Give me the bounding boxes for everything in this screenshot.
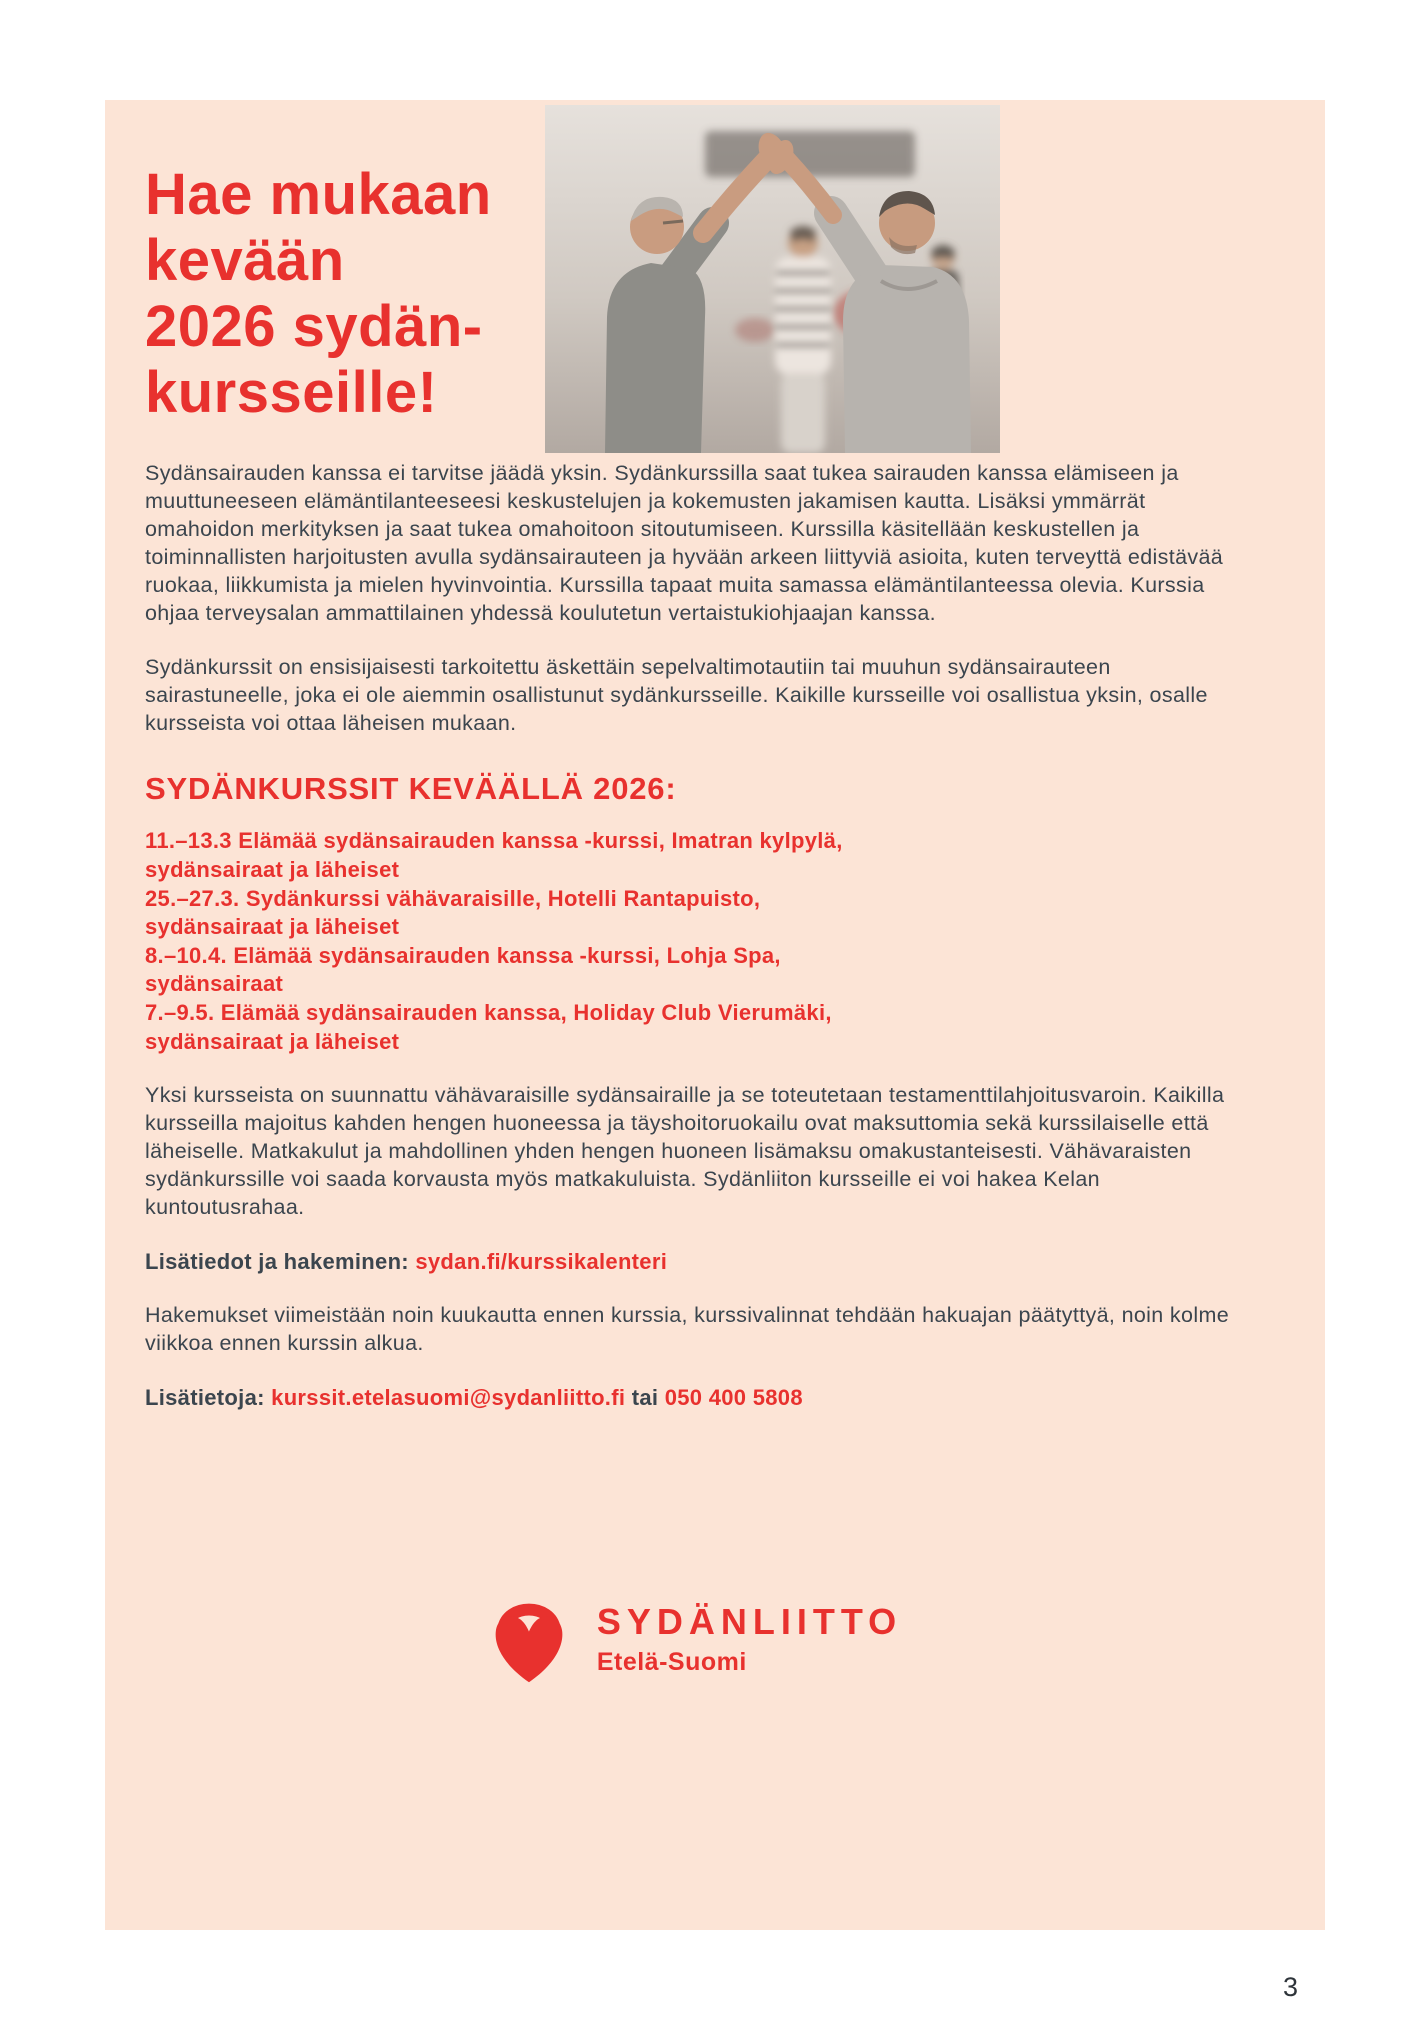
contact-email-link[interactable]: kurssit.etelasuomi@sydanliitto.fi: [271, 1385, 626, 1411]
course-title: 25.–27.3. Sydänkurssi vähävaraisille, Hotelli Rantapuisto,: [145, 885, 761, 911]
course-calendar-link[interactable]: sydan.fi/kurssikalenteri: [415, 1248, 668, 1274]
page-title-line: 2026 sydän-: [145, 294, 483, 359]
logo-text: [597, 1601, 902, 1677]
organization-logo: [145, 1588, 1240, 1690]
info-label: Lisätiedot ja hakeminen:: [145, 1248, 409, 1274]
page-title-line: kevään: [145, 228, 345, 293]
contact-label: Lisätietoja:: [145, 1385, 265, 1411]
intro-paragraph-2: Sydänkurssit on ensisijaisesti tarkoitettu äskettäin sepelvaltimotautiin tai muuhun sydänsairauteen sairastuneelle, joka ei ole aiemmin osallistunut sydänkursseille. Kaikille kursseille voi osallistua yksin, osalle kursseista voi ottaa läheisen mukaan.: [145, 654, 1208, 735]
course-item: [145, 827, 1240, 884]
logo-region: Etelä-Suomi: [596, 1647, 747, 1676]
details-paragraph: Yksi kursseista on suunnattu vähävaraisille sydänsairaille ja se toteutetaan testamenttilahjoitusvaroin. Kaikilla kursseilla majoitus kahden hengen huoneessa ja täyshoitoruokailu ovat maksuttomia sekä kurssilaiselle että läheiselle. Matkakulut ja mahdollinen yhden hengen huoneen lisämaksu omakustanteisesti. Vähävaraisten sydänkurssille voi saada korvausta myös matkakuluista. Sydänliiton kursseille ei voi hakea Kelan kuntoutusrahaa.: [145, 1083, 1225, 1219]
page-title: [145, 162, 492, 426]
course-title: 7.–9.5. Elämää sydänsairauden kanssa, Holiday Club Vierumäki,: [145, 1000, 832, 1025]
applications-paragraph: Hakemukset viimeistään noin kuukautta ennen kurssia, kurssivalinnat tehdään hakuajan päätyttyä, noin kolme viikkoa ennen kurssin alkua.: [145, 1303, 1230, 1356]
page-title-line: Hae mukaan: [145, 162, 492, 227]
course-title: 11.–13.3 Elämää sydänsairauden kanssa -kurssi, Imatran kylpylä,: [145, 828, 843, 854]
page-number: 3: [1282, 1972, 1298, 2002]
course-list: [145, 827, 1240, 1056]
logo-name: SYDÄNLIITTO: [596, 1600, 903, 1642]
intro-paragraph-1: Sydänsairauden kanssa ei tarvitse jäädä yksin. Sydänkurssilla saat tukea sairauden kanssa elämiseen ja muuttuneeseen elämäntilanteeseesi keskustelujen ja kokemusten jakamisen kautta. Lisäksi ymmärrät omahoidon merkityksen ja saat tukea omahoitoon sitoutumiseen. Kurssilla käsitellään keskustellen ja toiminnallisten harjoitusten avulla sydänsairauteen ja hyvään arkeen liittyviä asioita, kuten terveyttä edistävää ruokaa, liikkumista ja mielen hyvinvointia. Kurssilla tapaat muita samassa elämäntilanteessa olevia. Kurssia ohjaa terveysalan ammattilainen yhdessä koulutetun vertaistukiohjaajan kanssa.: [145, 461, 1224, 625]
course-audience: sydänsairaat ja läheiset: [145, 1028, 400, 1054]
course-item: [145, 999, 1240, 1056]
course-audience: sydänsairaat: [145, 971, 284, 997]
course-title: 8.–10.4. Elämää sydänsairauden kanssa -kurssi, Lohja Spa,: [145, 942, 781, 968]
contact-conjunction: tai: [631, 1385, 659, 1411]
section-heading: SYDÄNKURSSIT KEVÄÄLLÄ 2026:: [145, 771, 677, 807]
contact-phone-link[interactable]: 050 400 5808: [664, 1385, 803, 1411]
course-item: [145, 942, 1240, 999]
heart-logo-icon: [483, 1588, 575, 1690]
contact-line: [145, 1384, 1240, 1413]
page-title-line: kursseille!: [145, 360, 438, 425]
course-audience: sydänsairaat ja läheiset: [145, 914, 400, 940]
course-audience: sydänsairaat ja läheiset: [145, 857, 400, 883]
hero-section: [145, 100, 1240, 460]
content-panel: [105, 100, 1325, 1930]
course-item: [145, 885, 1240, 942]
gym-high-five-photo: [545, 105, 1000, 453]
info-line: [145, 1248, 1240, 1277]
